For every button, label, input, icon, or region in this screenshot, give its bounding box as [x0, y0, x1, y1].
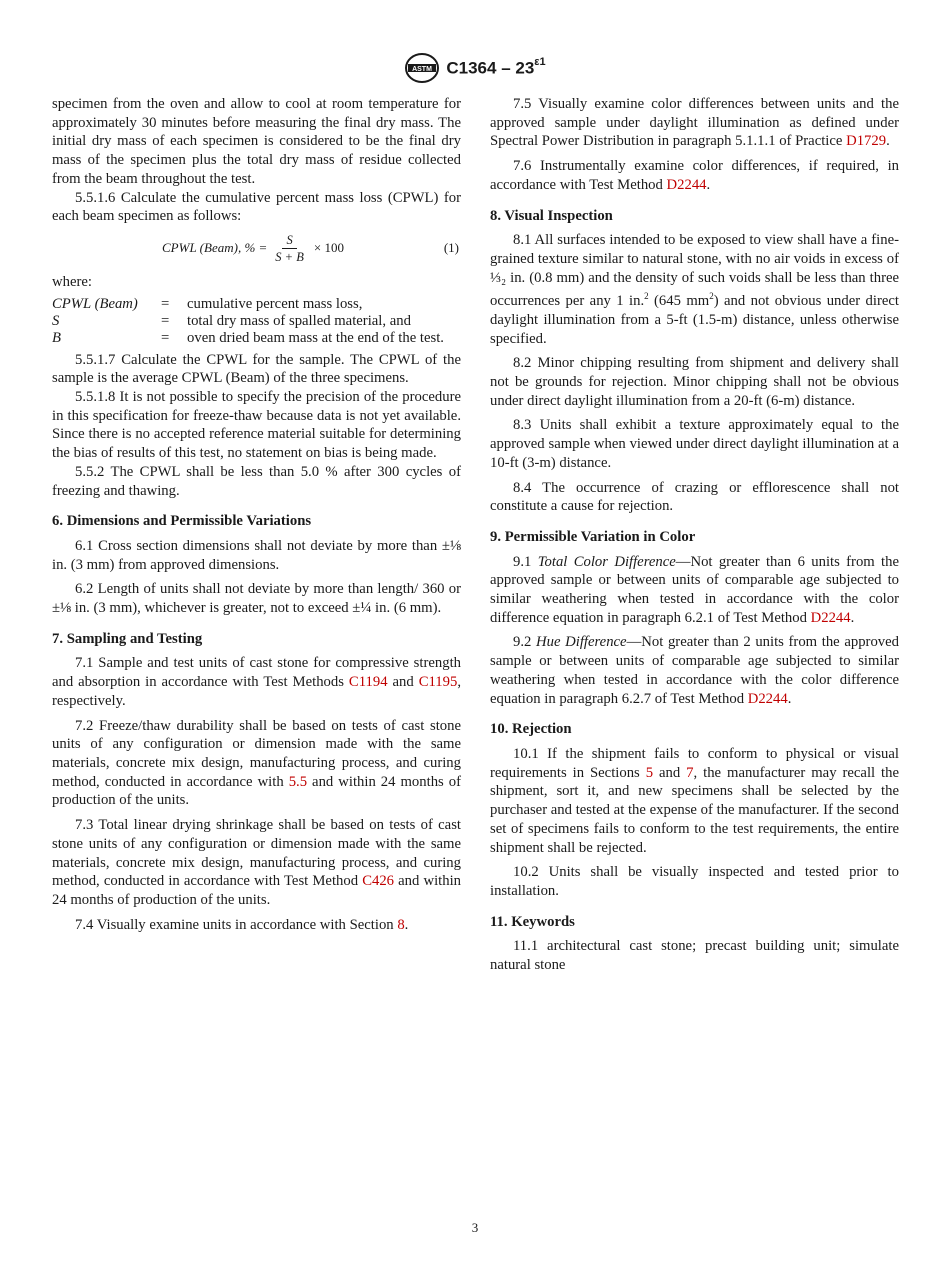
paragraph-8-1: 8.1 All surfaces intended to be exposed to view shall have a fine-grained texture similar to natural stone, with no air voids in excess of ⅓₂ in. (0.8 mm) and the density of such voids shall be less than three occurrences per any 1 in.$^2$ (645 $mm^2$) and not obvious under direct daylight illumination from a 5-ft (1.5-m) distance, unless otherwise specified. — [490, 232, 899, 347]
section-7-heading: 7. Sampling and Testing — [52, 630, 203, 647]
reference-link-c1195[interactable]: C1195 — [418, 674, 458, 691]
paragraph-9-2: 9.2 Hue Difference—Not greater than 2 units from the approved sample or between units of comparable age subjected to similar weathering when tested in accordance with the color difference equation in paragraph 6.2.7 of Test Method D2244. — [490, 634, 899, 707]
reference-link-d2244[interactable]: D2244 — [810, 609, 851, 626]
paragraph-5-5-2: 5.5.2 The CPWL shall be less than 5.0 % after 300 cycles of freezing and thawing. — [52, 463, 461, 499]
paragraph-7-2: 7.2 Freeze/thaw durability shall be based on tests of cast stone units of any configuration or dimension made with the same materials, concrete mix design, manufacturing process, and curing method, conducted in accordance with 5.5 and within 24 months of production of the units. — [52, 717, 461, 809]
reference-link-section-8[interactable]: 8 — [397, 916, 405, 933]
definitions-table — [52, 296, 444, 347]
definition-row — [52, 313, 444, 330]
paragraph-continuation: specimen from the oven and allow to cool at room temperature for approximately 30 minutes before measuring the final dry mass. The initial dry mass of each specimen is considered to be the final dry mass of the specimen plus the total dry mass of residue collected from the beam throughout the test. — [52, 96, 461, 187]
section-10-heading: 10. Rejection — [490, 721, 572, 738]
section-6-heading: 6. Dimensions and Permissible Variations — [52, 513, 312, 530]
equation-1 — [52, 232, 461, 265]
reference-link-c426[interactable]: C426 — [362, 873, 395, 890]
definition-equals: = — [161, 312, 170, 329]
reference-link-d2244[interactable]: D2244 — [666, 176, 707, 193]
right-column — [490, 95, 899, 981]
standard-designation: $C1364 - 23^{\varepsilon 1}$ — [446, 55, 546, 78]
reference-link-c1194[interactable]: C1194 — [348, 674, 388, 691]
paragraph-5-5-1-7: 5.5.1.7 Calculate the CPWL for the sample. The CPWL of the sample is the average CPWL (Beam) of the three specimens. — [52, 351, 461, 387]
equation-numerator: S — [282, 232, 296, 249]
paragraph-8-3: 8.3 Units shall exhibit a texture approximately equal to the approved sample when viewed under direct daylight illumination at a 10-ft (3-m) distance. — [490, 417, 899, 471]
reference-link-5-5[interactable]: 5.5 — [288, 773, 308, 790]
paragraph-8-4: 8.4 The occurrence of crazing or efflorescence shall not constitute a cause for rejection. — [490, 479, 899, 515]
paragraph-7-1: 7.1 Sample and test units of cast stone for compressive strength and absorption in accordance with Test Methods C1194 and C1195, respectively. — [52, 655, 462, 709]
paragraph-6-2: 6.2 Length of units shall not deviate by more than length/ 360 or ±⅛ in. (3 mm), whichever is greater, not to exceed ±¼ in. (6 mm). — [52, 581, 461, 617]
page-number: 3 — [471, 1220, 479, 1235]
paragraph-10-1: 10.1 If the shipment fails to conform to physical or visual requirements in Sections 5 and 7, the manufacturer may recall the shipment, sort it, and new specimens shall be selected by the purchaser and tested at the expense of the manufacturer. If the second set of specimens fails to conform to the test requirements, the entire shipment shall be rejected. — [490, 745, 899, 856]
definition-text: oven dried beam mass at the end of the test. — [187, 329, 444, 346]
paragraph-7-5: 7.5 Visually examine color differences between units and the approved sample under daylight illumination as defined under Spectral Power Distribution in paragraph 5.1.1.1 of Practice D1729. — [490, 96, 899, 150]
reference-link-section-7[interactable]: 7 — [686, 764, 694, 781]
equation-number: (1) — [443, 240, 459, 256]
equation-lhs: CPWL (Beam), % = — [162, 240, 268, 256]
astm-logo-icon — [404, 52, 440, 84]
paragraph-5-5-1-8: 5.5.1.8 It is not possible to specify the precision of the procedure in this specification for freeze-thaw because data is not yet available. Since there is no accepted reference material suitable for determining the bias of results of this test, no statement on bias is being made. — [52, 389, 461, 462]
section-9-heading: 9. Permissible Variation in Color — [490, 528, 696, 545]
definition-row — [52, 296, 444, 313]
reference-link-section-5[interactable]: 5 — [645, 764, 654, 781]
definition-equals: = — [161, 329, 170, 346]
section-8-heading: 8. Visual Inspection — [490, 207, 613, 224]
astm-logo-text: ASTM — [412, 66, 433, 73]
definition-row — [52, 330, 444, 347]
definition-symbol: B — [52, 329, 61, 346]
term-hue-difference: Hue Difference — [536, 634, 627, 651]
definition-symbol: S — [52, 312, 60, 329]
left-column — [52, 95, 461, 940]
section-11-heading: 11. Keywords — [490, 913, 575, 930]
paragraph-6-1: 6.1 Cross section dimensions shall not deviate by more than ±⅛ in. (3 mm) from approved dimensions. — [52, 537, 461, 573]
page-header — [0, 52, 950, 84]
definition-equals: = — [161, 295, 170, 312]
definition-text: total dry mass of spalled material, and — [187, 312, 411, 329]
definition-symbol: CPWL (Beam) — [52, 295, 138, 312]
paragraph-11-1: 11.1 architectural cast stone; precast building unit; simulate natural stone — [490, 938, 899, 974]
where-label: where: — [52, 273, 92, 290]
designation-suffix: ε1 — [534, 55, 546, 68]
equation-tail: × 100 — [313, 240, 344, 256]
definition-text: cumulative percent mass loss, — [187, 295, 363, 312]
paragraph-8-2: 8.2 Minor chipping resulting from shipment and delivery shall not be grounds for rejection. Minor chipping shall not be obvious under direct daylight illumination from a 20-ft (6-m) distance. — [490, 355, 899, 409]
paragraph-10-2: 10.2 Units shall be visually inspected and tested prior to installation. — [490, 864, 899, 899]
paragraph-7-4: 7.4 Visually examine units in accordance with Section 8. — [75, 916, 409, 933]
equation-denominator: S + B — [275, 249, 304, 264]
paragraph-7-3: 7.3 Total linear drying shrinkage shall be based on tests of cast stone units of any configuration or dimension made with the same materials, concrete mix design, manufacturing process, and curing method, conducted in accordance with Test Method C426 and within 24 months of production of the units. — [52, 817, 461, 908]
reference-link-d2244[interactable]: D2244 — [747, 690, 788, 707]
paragraph-9-1: 9.1 Total Color Difference—Not greater than 6 units from the approved sample or between units of comparable age subjected to similar weathering when tested in accordance with the color difference equation in paragraph 6.2.1 of Test Method D2244. — [490, 553, 900, 626]
equation-fraction — [271, 232, 308, 265]
paragraph-7-6: 7.6 Instrumentally examine color differences, if required, in accordance with Test Method D2244. — [490, 158, 899, 193]
paragraph-5-5-1-6: 5.5.1.6 Calculate the cumulative percent mass loss (CPWL) for each beam specimen as follows: — [52, 189, 461, 225]
term-total-color-difference: Total Color Difference — [537, 553, 676, 570]
reference-link-d1729[interactable]: D1729 — [846, 133, 887, 150]
